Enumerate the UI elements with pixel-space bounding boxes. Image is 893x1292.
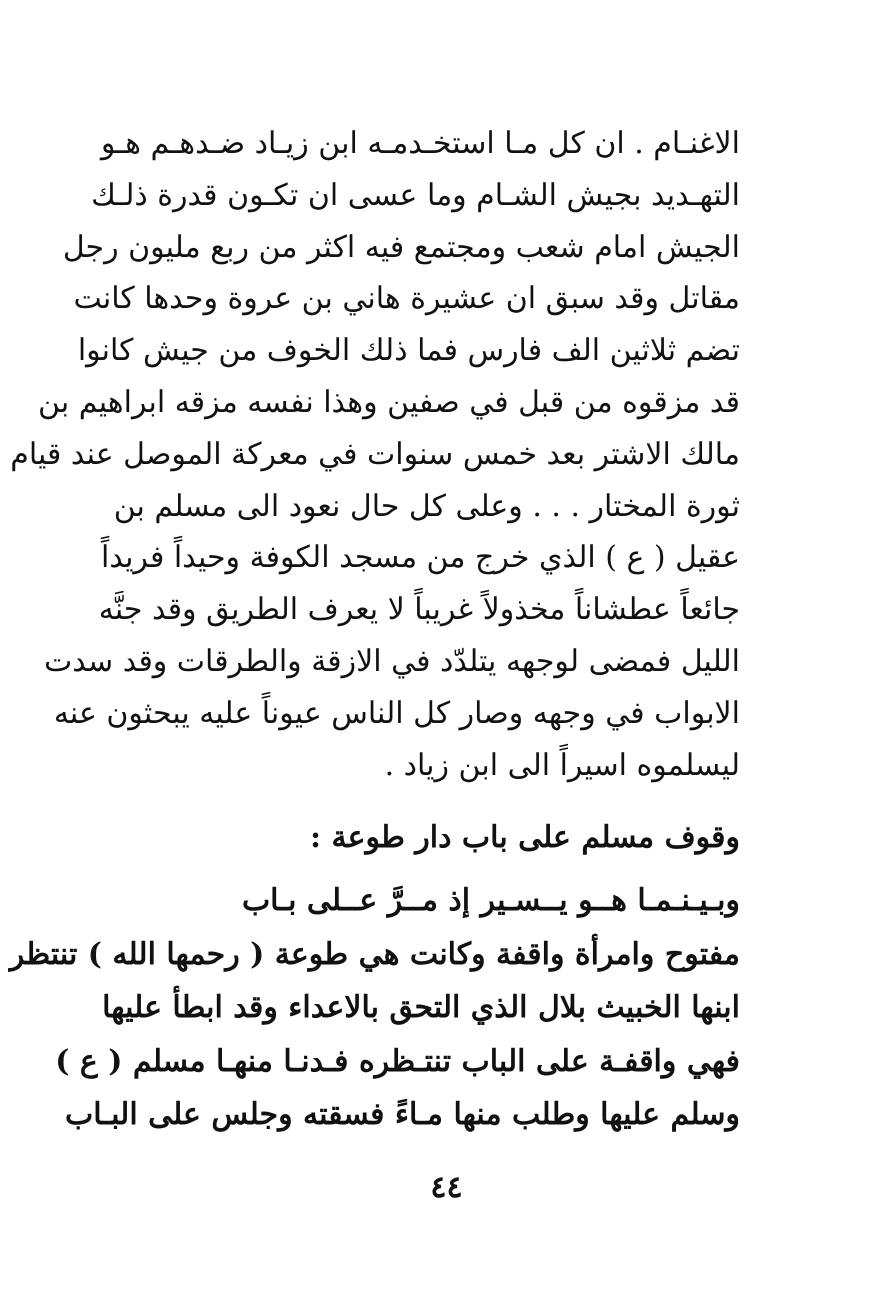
body-text [10,118,740,791]
text-line: التهـديد بجيش الشـام وما عسى ان تكـون قدرة ذلـك [91,177,740,213]
text-line: مالك الاشتر بعد خمس سنوات في معركة الموصل عند قيام [10,436,740,472]
text-line: الجيش امام شعب ومجتمع فيه اكثر من ربع مليون رجل [62,229,740,265]
text-line: ثورة المختار . . . وعلى كل حال نعود الى مسلم بن [113,488,740,524]
bold-text-line: وبـيـنـمـا هــو يــسـير إذ مــرَّ عــلى بـاب [241,883,740,918]
text-line: ليسلموه اسيراً الى ابن زياد . [384,747,740,783]
text-line: الليل فمضى لوجهه يتلدّد في الازقة والطرقات وقد سدت [44,643,740,679]
text-line: تضم ثلاثين الف فارس فما ذلك الخوف من جيش كانوا [77,333,740,369]
bold-text-line: وسلم عليها وطلب منها مـاءً فسقته وجلس على البـاب [64,1097,740,1132]
bold-text [9,874,740,1142]
text-line: جائعاً عطشاناً مخذولاً غريباً لا يعرف الطريق وقد جنَّه [98,592,740,628]
text-line: قد مزقوه من قبل في صفين وهذا نفسه مزقه ابراهيم بن [38,384,740,420]
bold-text-line: فهي واقفـة على الباب تنتـظره فـدنـا منهـا مسلم ( ع ) [55,1043,740,1079]
bold-text-line: مفتوح وامرأة واقفة وكانت هي طوعة ( رحمها الله ) تنتظر [9,936,740,972]
text-line: مقاتل وقد سبق ان عشيرة هاني بن عروة وحدها كانت [73,281,740,317]
text-line: الاغنـام . ان كل مـا استخـدمـه ابن زيـاد ضـدهـم هـو [100,126,740,161]
text-line: عقيل ( ع ) الذي خرج من مسجد الكوفة وحيداً فريداً [101,540,740,576]
section-heading: وقوف مسلم على باب دار طوعة : [309,820,740,855]
page-number: ٤٤ [430,1170,463,1205]
text-line: الابواب في وجهه وصار كل الناس عيوناً عليه يبحثون عنه [53,695,740,731]
bold-text-line: ابنها الخبيث بلال الذي التحق بالاعداء وقد ابطأ عليها [102,990,740,1025]
